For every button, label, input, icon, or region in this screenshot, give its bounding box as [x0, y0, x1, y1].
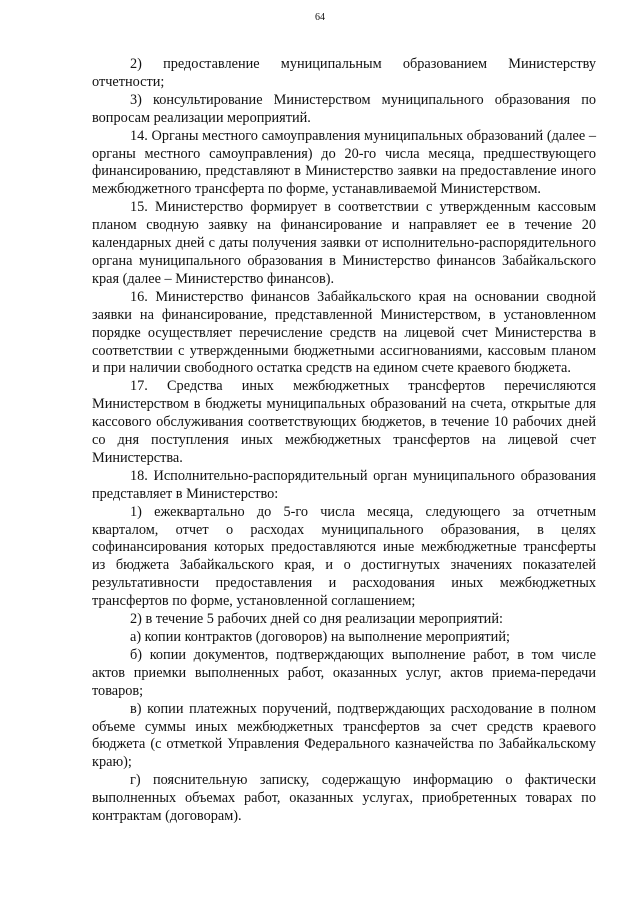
paragraph-clause-17: 17. Средства иных межбюджетных трансфертов перечисляются Министерством в бюджеты муниципальных образований на счета, открытые для кассового обслуживания соответствующих бюджетов, в течение 10 рабочих дней со дня поступления иных межбюджетных трансфертов на лицевой счет Министерства. — [92, 378, 596, 466]
paragraph-subitem-g: г) пояснительную записку, содержащую информацию о фактически выполненных объемах работ, оказанных услугах, приобретенных товарах по контрактам (договорам). — [92, 772, 596, 825]
paragraph-subitem-v: в) копии платежных поручений, подтверждающих расходование в полном объеме суммы иных межбюджетных трансфертов за счет средств краевого бюджета (с отметкой Управления Федерального казначейства по Забайкальскому краю); — [92, 700, 596, 771]
paragraph-item-2-reporting: 2) предоставление муниципальным образованием Министерству отчетности; — [92, 56, 596, 90]
paragraph-item-3-consulting: 3) консультирование Министерством муниципального образования по вопросам реализации мероприятий. — [92, 91, 596, 126]
page-number: 64 — [315, 12, 325, 23]
paragraph-clause-14: 14. Органы местного самоуправления муниципальных образований (далее – органы местного самоуправления) до 20-го числа месяца, предшествующего финансированию, представляют в Министерство заявки на предоставление иного межбюджетного трансферта по форме, устанавливаемой Министерством. — [92, 127, 596, 198]
paragraph-clause-18: 18. Исполнительно-распорядительный орган муниципального образования представляет в Министерство: — [92, 467, 596, 502]
paragraph-subitem-b: б) копии документов, подтверждающих выполнение работ, в том числе актов приемки выполненных работ, оказанных услуг, актов приема-передачи товаров; — [92, 646, 596, 699]
paragraph-clause-16: 16. Министерство финансов Забайкальского края на основании сводной заявки на финансирование, представленной Министерством, в установленном порядке осуществляет перечисление средств на лицевой счет Министерства в соответствии с утвержденными бюджетными ассигнованиями, кассовым планом и при наличии свободного остатка средств на едином счете краевого бюджета. — [92, 288, 596, 377]
document-body — [92, 56, 596, 826]
paragraph-item-1-quarterly-report: 1) ежеквартально до 5-го числа месяца, следующего за отчетным кварталом, отчет о расходах муниципального образования, в целях софинансирования которых предоставляются иные межбюджетные трансферты из бюджета Забайкальского края, и о достигнутых значениях показателей результативности предоставления и расходования иных межбюджетных трансфертов по форме, установленной соглашением; — [92, 503, 596, 610]
paragraph-clause-15: 15. Министерство формирует в соответствии с утвержденным кассовым планом сводную заявку на финансирование и направляет ее в течение 20 календарных дней с даты получения заявки от исполнительно-распорядительного органа муниципального образования в Министерство финансов Забайкальского края (далее – Министерство финансов). — [92, 199, 596, 287]
paragraph-subitem-a: а) копии контрактов (договоров) на выполнение мероприятий; — [130, 629, 510, 645]
paragraph-item-2-within-5-days: 2) в течение 5 рабочих дней со дня реализации мероприятий: — [130, 611, 503, 628]
